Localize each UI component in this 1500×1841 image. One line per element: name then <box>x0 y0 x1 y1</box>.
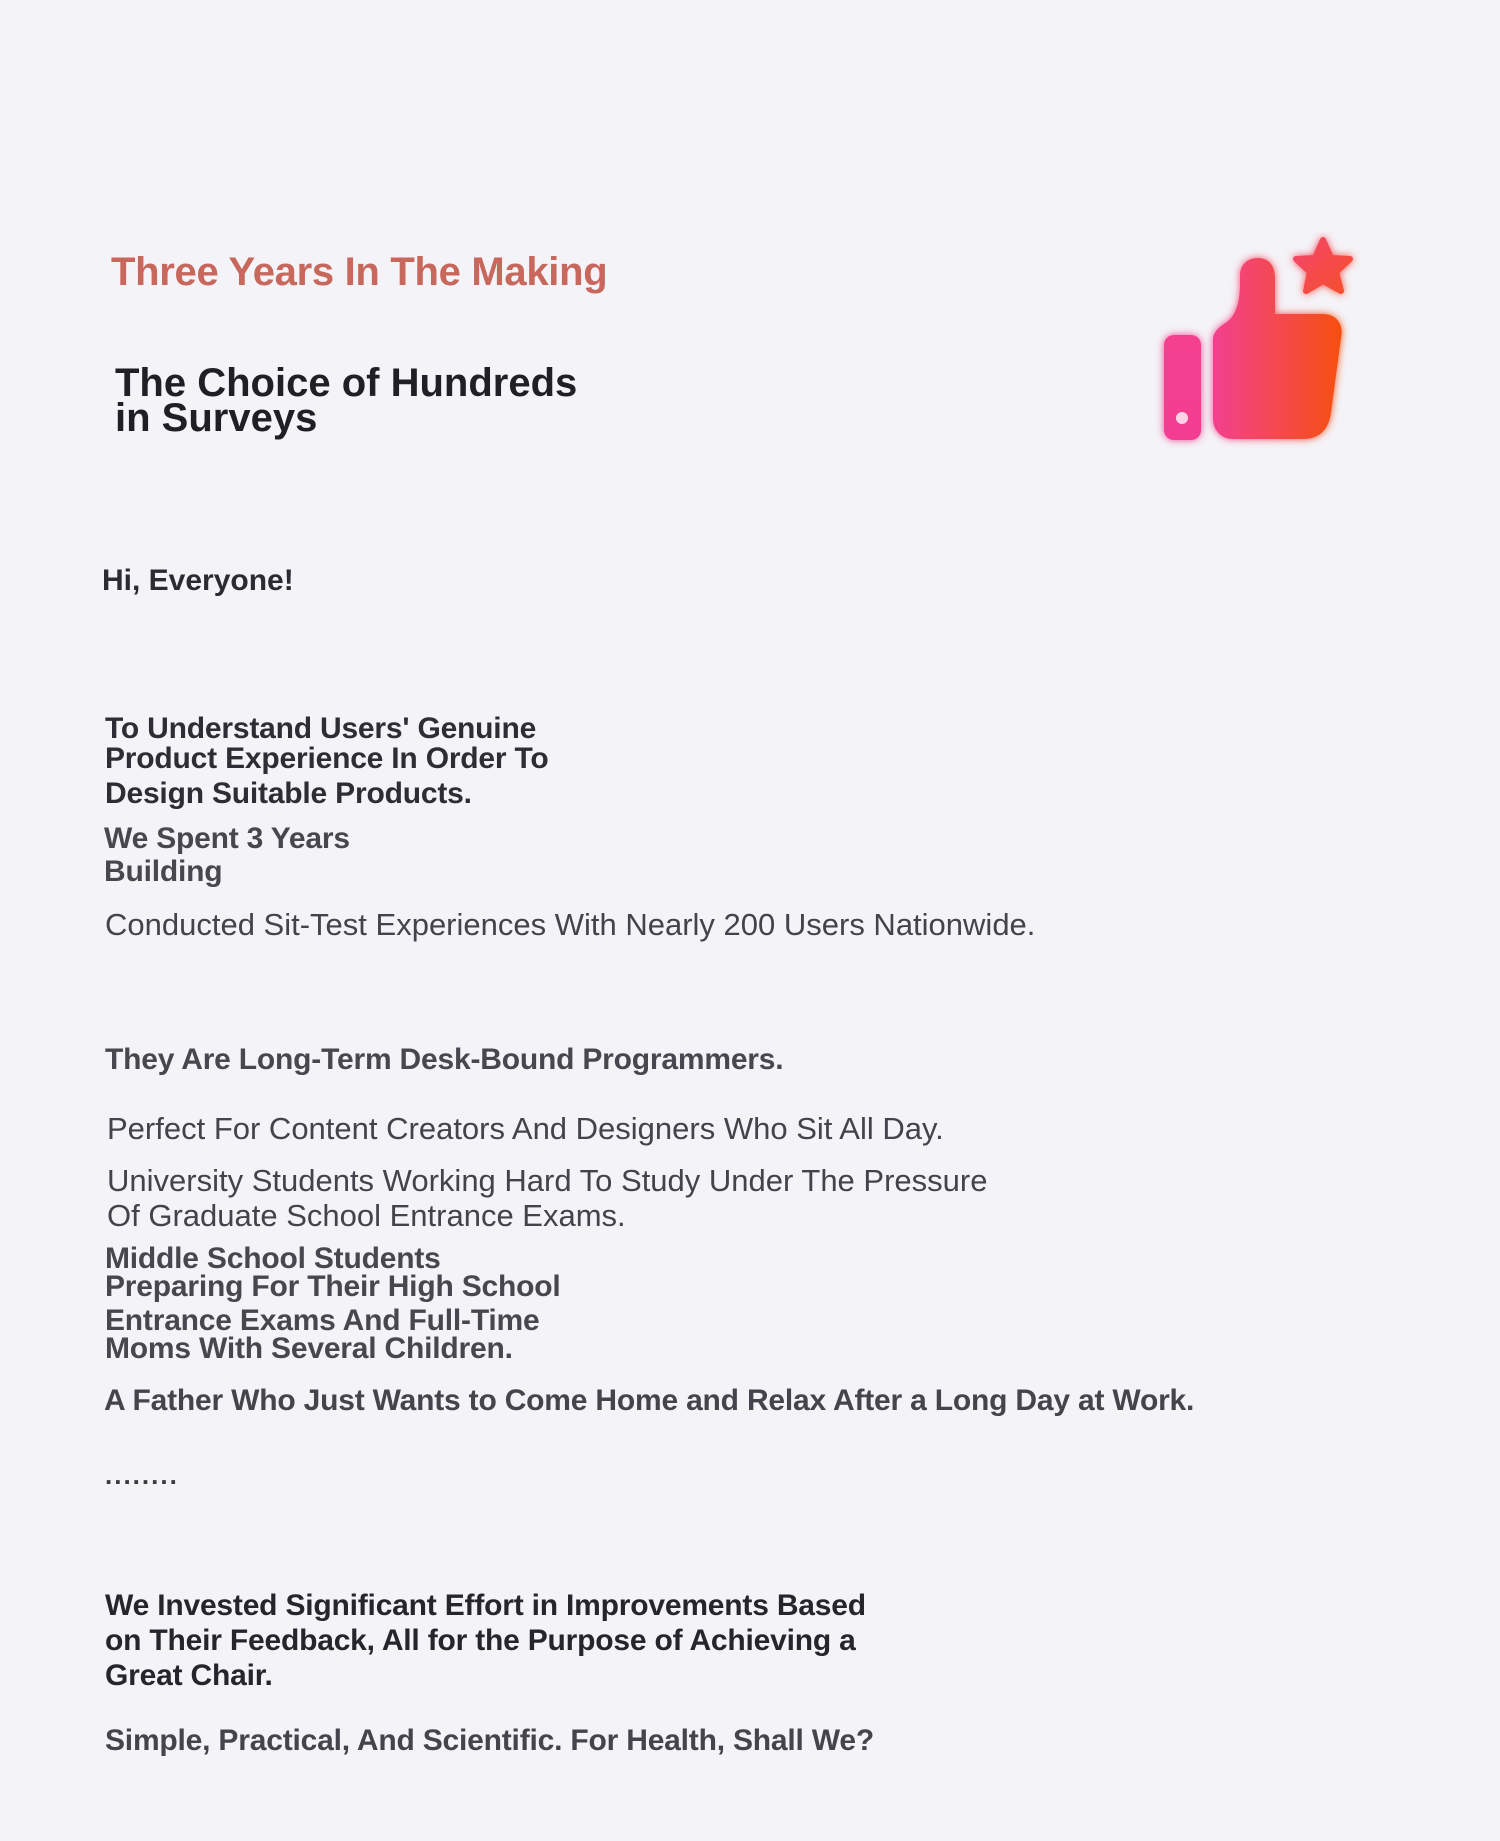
ellipsis: ........ <box>105 1460 179 1490</box>
sit-test-statement: Conducted Sit-Test Experiences With Nearly 200 Users Nationwide. <box>105 907 1036 942</box>
headline-line-2: in Surveys <box>115 396 318 440</box>
purpose-line-1: To Understand Users' Genuine <box>105 712 537 745</box>
user-middle-school-moms <box>105 1242 561 1365</box>
conclusion-statement <box>105 1588 866 1693</box>
conclusion-line-1: We Invested Significant Effort in Improvements Based <box>105 1589 866 1622</box>
user-university-students <box>107 1163 987 1233</box>
middle-line-2: Preparing For Their High School <box>105 1270 561 1303</box>
thumb-hand <box>1213 258 1342 439</box>
user-programmers: They Are Long-Term Desk-Bound Programmers. <box>105 1043 784 1076</box>
conclusion-line-2: on Their Feedback, All for the Purpose of Achieving a <box>105 1624 856 1657</box>
purpose-statement <box>105 714 549 809</box>
effort-statement <box>104 822 350 888</box>
purpose-line-3: Design Suitable Products. <box>105 777 472 810</box>
user-creators: Perfect For Content Creators And Designers Who Sit All Day. <box>107 1111 944 1146</box>
middle-line-3: Entrance Exams And Full-Time <box>105 1304 540 1337</box>
middle-line-4: Moms With Several Children. <box>105 1332 513 1365</box>
university-line-1: University Students Working Hard To Study Under The Pressure <box>107 1163 988 1198</box>
conclusion-line-3: Great Chair. <box>105 1659 273 1692</box>
purpose-line-2: Product Experience In Order To <box>105 742 549 775</box>
thumbs-up-star-icon <box>1155 232 1365 452</box>
star-shape <box>1296 240 1350 291</box>
closing-statement: Simple, Practical, And Scientific. For Health, Shall We? <box>105 1724 874 1757</box>
thumb-cuff <box>1164 335 1201 440</box>
user-father: A Father Who Just Wants to Come Home and Relax After a Long Day at Work. <box>104 1384 1195 1417</box>
effort-line-1: We Spent 3 Years <box>104 822 350 855</box>
thumb-cuff-dot <box>1176 412 1188 424</box>
university-line-2: Of Graduate School Entrance Exams. <box>107 1198 626 1233</box>
middle-line-1: Middle School Students <box>105 1242 441 1275</box>
tagline: Three Years In The Making <box>111 250 608 294</box>
headline <box>115 361 578 440</box>
headline-line-1: The Choice of Hundreds <box>115 361 578 405</box>
greeting: Hi, Everyone! <box>102 564 294 597</box>
effort-line-2: Building <box>104 855 223 888</box>
